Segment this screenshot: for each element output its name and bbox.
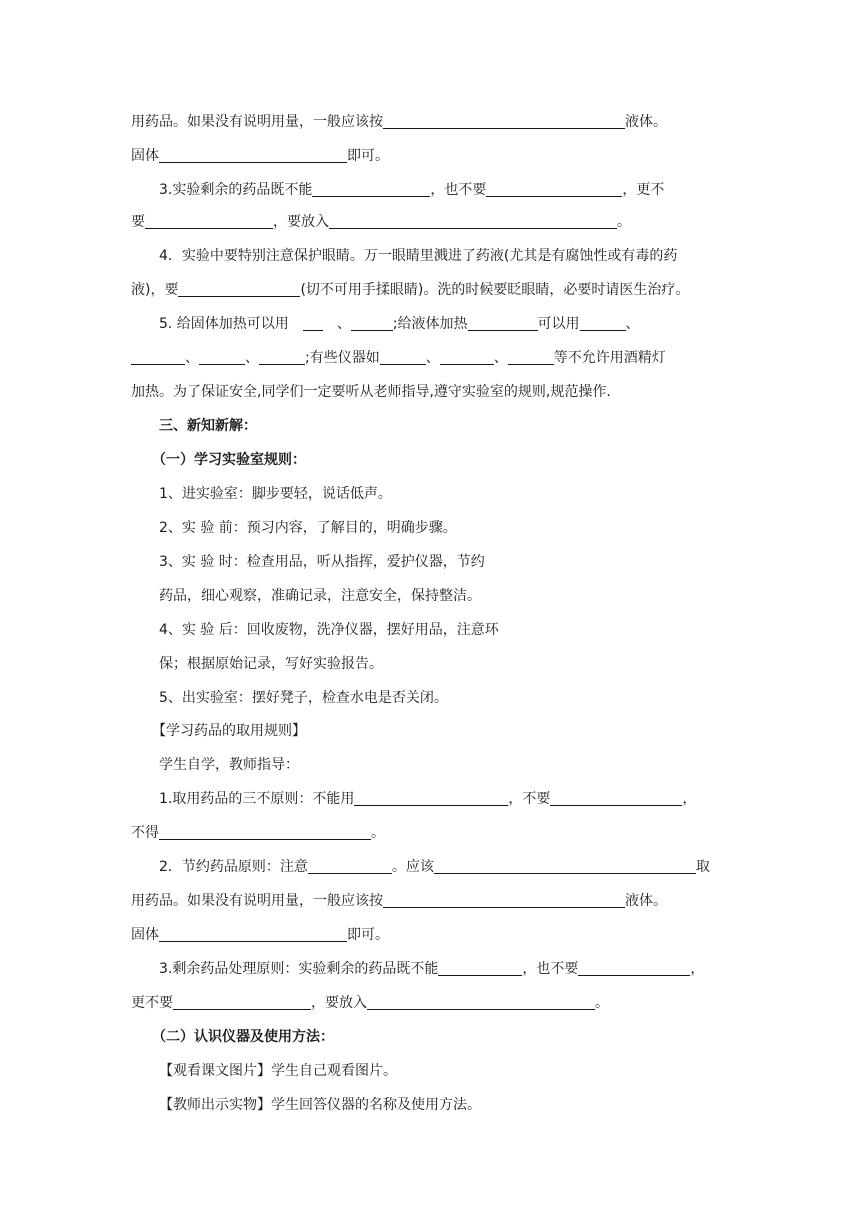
text: 2、实 验 前：预习内容，了解目的，明确步骤。 [159,520,457,536]
text: 固体 [131,927,159,943]
rule-item [159,620,731,640]
text: 加热。为了保证安全,同学们一定要听从老师指导,遵守实验室的规则,规范操作. [131,384,611,400]
text: 即可。 [347,148,389,164]
text: 。应该 [391,859,434,875]
fill-blank[interactable] [438,959,522,976]
text: ，要放入 [273,214,329,230]
text: ，不要 [508,791,551,807]
fill-blank[interactable] [199,348,245,365]
bracket-heading [152,721,752,741]
text: 药品，细心观察，准确记录，注意安全，保持整洁。 [159,588,481,604]
text: 要 [131,214,145,230]
text-line [131,993,731,1013]
text: 学生自学，教师指导： [159,757,299,773]
text: 可以用 [537,316,580,332]
text: （二）认识仪器及使用方法： [152,1029,334,1045]
rule-item [159,518,731,538]
text: 【学习药品的取用规则】 [152,723,306,739]
fill-blank[interactable] [308,857,392,874]
text: 。 [595,995,609,1011]
fill-blank[interactable] [159,146,347,163]
text-line [131,112,731,132]
fill-blank[interactable] [383,891,625,908]
text: ， [690,961,705,977]
text: 用药品。如果没有说明用量，一般应该按 [131,114,383,130]
text: ，更不 [622,182,665,198]
text: 【观看课文图片】学生自己观看图片。 [159,1063,397,1079]
text: 、 [245,350,259,366]
text: 。 [371,825,385,841]
text: 【教师出示实物】学生回答仪器的名称及使用方法。 [159,1097,481,1113]
rule-item [159,552,731,572]
text-line [159,246,731,266]
fill-blank[interactable] [468,314,538,331]
text: ;给液体加热 [392,316,468,332]
text-line [131,212,731,232]
text-line [131,348,731,368]
text: 3、实 验 时：检查用品，听从指挥，爱护仪器，节约 [159,554,485,570]
fill-blank[interactable] [259,348,305,365]
text: 。 [617,214,631,230]
text: 、 [493,350,508,366]
fill-blank[interactable] [434,857,696,874]
text: 2．节约药品原则：注意 [159,859,308,875]
text: 5. 给固体加热可以用 [159,316,289,332]
text-line [131,891,731,911]
text: 、 [336,316,351,332]
text-line [131,280,731,300]
text: 液体。 [625,114,667,130]
text: 5、出实验室：摆好凳子，检查水电是否关闭。 [159,690,448,706]
fill-blank[interactable] [173,993,311,1010]
text: 、 [185,350,199,366]
text: ;有些仪器如 [305,350,380,366]
fill-blank[interactable] [380,348,426,365]
text: 、 [625,316,640,332]
text: 液体。 [625,893,667,909]
text-line [131,925,731,945]
text: 等不允许用酒精灯 [553,350,666,366]
fill-blank[interactable] [312,180,430,197]
text-line [131,146,731,166]
text-line [159,1095,731,1115]
text: 取 [695,859,710,875]
text: 即可。 [347,927,389,943]
text: 三、新知新解： [159,418,257,434]
text: 不得 [131,825,159,841]
fill-blank[interactable] [351,314,393,331]
text: ，也不要 [522,961,579,977]
fill-blank[interactable] [440,348,494,365]
text: 3.剩余药品处理原则：实验剩余的药品既不能 [159,961,439,977]
text: 3.实验剩余的药品既不能 [159,182,313,198]
subsection-heading [152,1027,752,1047]
fill-blank[interactable] [159,823,371,840]
subsection-heading [152,450,752,470]
text: ， [682,791,697,807]
text-line [159,755,731,775]
fill-blank[interactable] [578,959,690,976]
fill-blank[interactable] [131,348,185,365]
fill-blank[interactable] [354,789,508,806]
text: 更不要 [131,995,173,1011]
rule-item [159,654,731,674]
text-line [159,180,731,200]
text-line [159,857,731,877]
rule-item [159,586,731,606]
text: (切不可用手揉眼睛)。洗的时候要眨眼睛，必要时请医生治疗。 [300,282,690,298]
text: 固体 [131,148,159,164]
text: 、 [425,350,440,366]
text: （一）学习实验室规则： [152,452,306,468]
fill-blank[interactable] [580,314,626,331]
fill-blank[interactable] [508,348,554,365]
fill-blank[interactable] [178,280,300,297]
text: 1、进实验室：脚步要轻，说话低声。 [159,486,392,502]
fill-blank[interactable] [367,993,595,1010]
fill-blank[interactable] [159,925,347,942]
text-line [159,789,731,809]
section-heading [159,416,731,436]
text: ，要放入 [311,995,367,1011]
text-line [131,382,731,402]
text-line [159,314,731,334]
rule-item [159,688,731,708]
rule-item [159,484,731,504]
text: 液)，要 [131,282,179,298]
fill-blank[interactable] [550,789,682,806]
text-line [131,823,731,843]
text-line [159,1061,731,1081]
fill-blank[interactable] [383,112,625,129]
text: 4、实 验 后：回收废物，洗净仪器，摆好用品，注意环 [159,622,499,638]
text: 用药品。如果没有说明用量，一般应该按 [131,893,383,909]
text: 4．实验中要特别注意保护眼睛。万一眼睛里溅进了药液(尤其是有腐蚀性或有毒的药 [159,248,678,264]
fill-blank[interactable] [303,314,323,331]
text: ，也不要 [430,182,487,198]
text: 1.取用药品的三不原则：不能用 [159,791,355,807]
fill-blank[interactable] [486,180,622,197]
fill-blank[interactable] [329,212,617,229]
text-line [159,959,731,979]
text: 保；根据原始记录，写好实验报告。 [159,656,383,672]
fill-blank[interactable] [145,212,273,229]
